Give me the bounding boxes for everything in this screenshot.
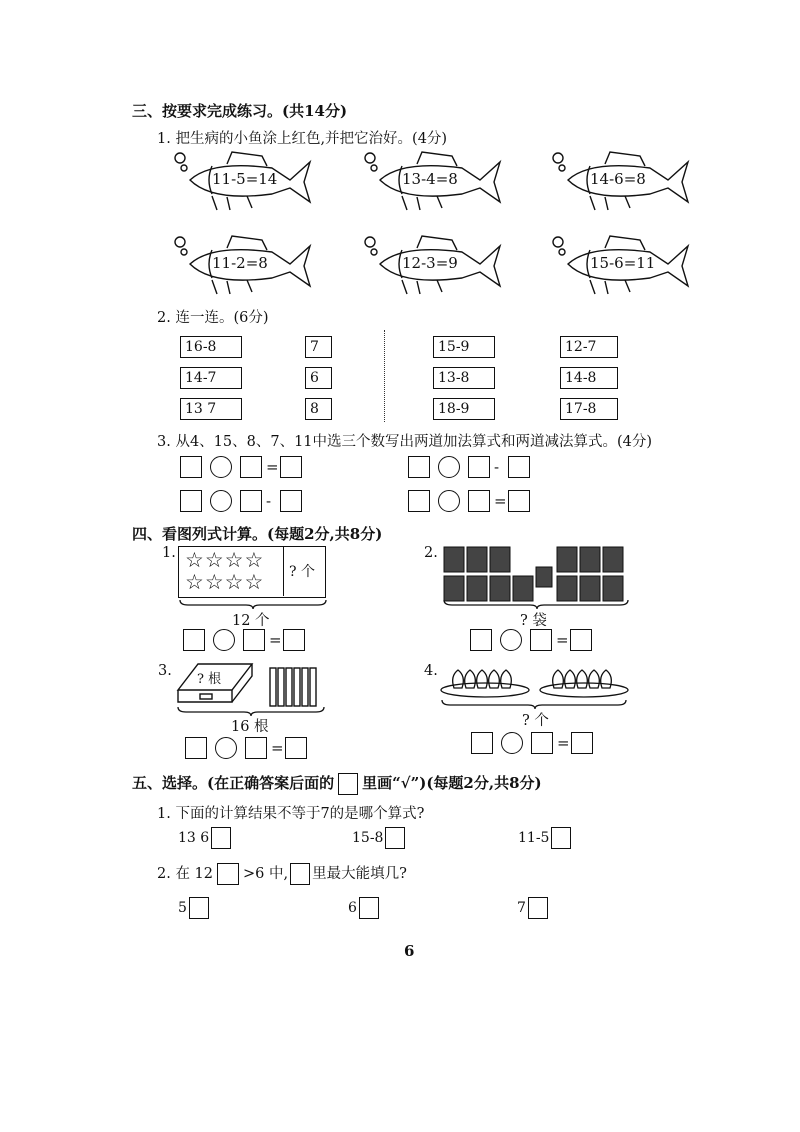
answer-box[interactable] bbox=[470, 629, 492, 651]
section-4-title: 四、看图列式计算。(每题2分,共8分) bbox=[132, 525, 383, 543]
answer-box[interactable] bbox=[468, 456, 490, 478]
answer-box[interactable] bbox=[570, 629, 592, 651]
answer-box[interactable] bbox=[240, 456, 262, 478]
answer-box[interactable] bbox=[468, 490, 490, 512]
operator-circle[interactable] bbox=[210, 456, 232, 478]
s5-q2-prompt-post: 里最大能填几? bbox=[312, 866, 407, 882]
divider-line bbox=[283, 547, 284, 596]
problem-number: 1. bbox=[162, 545, 176, 561]
total-label: ? 袋 bbox=[520, 613, 547, 629]
answer-box[interactable] bbox=[280, 456, 302, 478]
answer-checkbox[interactable] bbox=[385, 827, 405, 849]
minus-sign: - bbox=[494, 458, 500, 476]
fish-5[interactable] bbox=[362, 234, 512, 298]
equals-sign: = bbox=[557, 734, 570, 752]
q3-prompt: 3. 从4、15、8、7、11中选三个数写出两道加法算式和两道减法算式。(4分) bbox=[157, 434, 653, 450]
answer-box[interactable] bbox=[571, 732, 593, 754]
problem-number: 3. bbox=[158, 663, 172, 679]
match-right-expr[interactable]: 18-9 bbox=[433, 398, 495, 420]
option-label: 6 bbox=[348, 900, 357, 916]
pears-plates-icon bbox=[440, 662, 630, 702]
stars-row: ☆☆☆☆ bbox=[185, 548, 265, 572]
divider-line bbox=[384, 330, 385, 422]
answer-box[interactable] bbox=[471, 732, 493, 754]
option-label: 7 bbox=[517, 900, 526, 916]
answer-checkbox[interactable] bbox=[189, 897, 209, 919]
operator-circle[interactable] bbox=[500, 629, 522, 651]
operator-circle[interactable] bbox=[213, 629, 235, 651]
operator-circle[interactable] bbox=[215, 737, 237, 759]
answer-box[interactable] bbox=[283, 629, 305, 651]
choice-option[interactable] bbox=[178, 896, 209, 920]
operator-circle[interactable] bbox=[210, 490, 232, 512]
answer-box[interactable] bbox=[180, 456, 202, 478]
sample-box bbox=[290, 863, 310, 885]
fish-6[interactable] bbox=[550, 234, 700, 298]
choice-option[interactable] bbox=[352, 826, 405, 850]
fish-equation: 15-6=11 bbox=[590, 254, 656, 272]
total-label: 12 个 bbox=[232, 613, 270, 629]
answer-box[interactable] bbox=[240, 490, 262, 512]
q2-prompt: 2. 连一连。(6分) bbox=[157, 310, 269, 326]
match-right-num[interactable]: 17-8 bbox=[560, 398, 618, 420]
option-label: 5 bbox=[178, 900, 187, 916]
problem-number: 4. bbox=[424, 663, 438, 679]
answer-checkbox[interactable] bbox=[528, 897, 548, 919]
s5-q1-prompt: 1. 下面的计算结果不等于7的是哪个算式? bbox=[157, 806, 425, 822]
fish-equation: 12-3=9 bbox=[402, 254, 458, 272]
s5-q2-prompt-pre: 2. 在 12 bbox=[157, 866, 214, 882]
match-left-expr[interactable]: 14-7 bbox=[180, 367, 242, 389]
unknown-label: ? 个 bbox=[289, 564, 315, 580]
equals-sign: = bbox=[266, 458, 279, 476]
total-label: 16 根 bbox=[231, 719, 269, 735]
equation-row bbox=[408, 456, 548, 480]
match-left-num[interactable]: 7 bbox=[305, 336, 332, 358]
answer-box[interactable] bbox=[530, 629, 552, 651]
equation-row bbox=[471, 732, 611, 756]
answer-box[interactable] bbox=[183, 629, 205, 651]
answer-box[interactable] bbox=[408, 490, 430, 512]
answer-checkbox[interactable] bbox=[359, 897, 379, 919]
section-5-title-pre: 五、选择。(在正确答案后面的 bbox=[132, 774, 335, 792]
total-label: ? 个 bbox=[522, 713, 549, 729]
answer-box[interactable] bbox=[185, 737, 207, 759]
equation-row bbox=[180, 456, 320, 480]
fish-3[interactable] bbox=[550, 150, 700, 214]
choice-option[interactable] bbox=[348, 896, 379, 920]
fish-equation: 13-4=8 bbox=[402, 170, 458, 188]
match-left-num[interactable]: 8 bbox=[305, 398, 332, 420]
section-3-title: 三、按要求完成练习。(共14分) bbox=[132, 102, 348, 120]
operator-circle[interactable] bbox=[438, 490, 460, 512]
stars-box bbox=[178, 546, 326, 598]
bags-icon bbox=[442, 545, 632, 605]
fish-equation: 14-6=8 bbox=[590, 170, 646, 188]
equals-sign: = bbox=[556, 631, 569, 649]
stars-row: ☆☆☆☆ bbox=[185, 570, 265, 594]
answer-box[interactable] bbox=[243, 629, 265, 651]
answer-checkbox[interactable] bbox=[211, 827, 231, 849]
fish-1[interactable] bbox=[172, 150, 322, 214]
sample-box bbox=[338, 773, 358, 795]
q1-prompt: 1. 把生病的小鱼涂上红色,并把它治好。(4分) bbox=[157, 131, 448, 147]
match-right-num[interactable]: 12-7 bbox=[560, 336, 618, 358]
match-left-expr[interactable]: 13 7 bbox=[180, 398, 242, 420]
equals-sign: = bbox=[271, 739, 284, 757]
option-label: 11-5 bbox=[518, 830, 550, 846]
problem-number: 2. bbox=[424, 545, 438, 561]
s5-q2-prompt-mid: >6 中, bbox=[243, 866, 289, 882]
fish-equation: 11-2=8 bbox=[212, 254, 268, 272]
option-label: 15-8 bbox=[352, 830, 384, 846]
match-right-num[interactable]: 14-8 bbox=[560, 367, 618, 389]
choice-option[interactable] bbox=[517, 896, 548, 920]
equals-sign: = bbox=[494, 492, 507, 510]
answer-box[interactable] bbox=[508, 490, 530, 512]
answer-box[interactable] bbox=[180, 490, 202, 512]
fish-4[interactable] bbox=[172, 234, 322, 298]
answer-checkbox[interactable] bbox=[551, 827, 571, 849]
answer-box[interactable] bbox=[285, 737, 307, 759]
equation-row bbox=[180, 490, 320, 514]
match-left-num[interactable]: 6 bbox=[305, 367, 332, 389]
section-5-title bbox=[132, 772, 542, 795]
equation-row bbox=[408, 490, 548, 514]
minus-sign: - bbox=[266, 492, 272, 510]
fish-2[interactable] bbox=[362, 150, 512, 214]
page-number: 6 bbox=[404, 942, 415, 960]
operator-circle[interactable] bbox=[438, 456, 460, 478]
equation-row bbox=[183, 629, 323, 653]
section-5-title-post: 里画“√”)(每题2分,共8分) bbox=[362, 774, 542, 792]
equals-sign: = bbox=[269, 631, 282, 649]
option-label: 13 6 bbox=[178, 830, 210, 846]
match-left-expr[interactable]: 16-8 bbox=[180, 336, 242, 358]
equation-row bbox=[470, 629, 610, 653]
operator-circle[interactable] bbox=[501, 732, 523, 754]
answer-box[interactable] bbox=[245, 737, 267, 759]
choice-option[interactable] bbox=[178, 826, 231, 850]
box-label: ? 根 bbox=[197, 672, 222, 687]
s5-q2-prompt bbox=[157, 862, 407, 885]
match-right-expr[interactable]: 15-9 bbox=[433, 336, 495, 358]
answer-box[interactable] bbox=[280, 490, 302, 512]
fish-equation: 11-5=14 bbox=[212, 170, 278, 188]
blank-box[interactable] bbox=[217, 863, 239, 885]
match-right-expr[interactable]: 13-8 bbox=[433, 367, 495, 389]
answer-box[interactable] bbox=[508, 456, 530, 478]
answer-box[interactable] bbox=[408, 456, 430, 478]
answer-box[interactable] bbox=[531, 732, 553, 754]
choice-option[interactable] bbox=[518, 826, 571, 850]
equation-row bbox=[185, 737, 325, 761]
